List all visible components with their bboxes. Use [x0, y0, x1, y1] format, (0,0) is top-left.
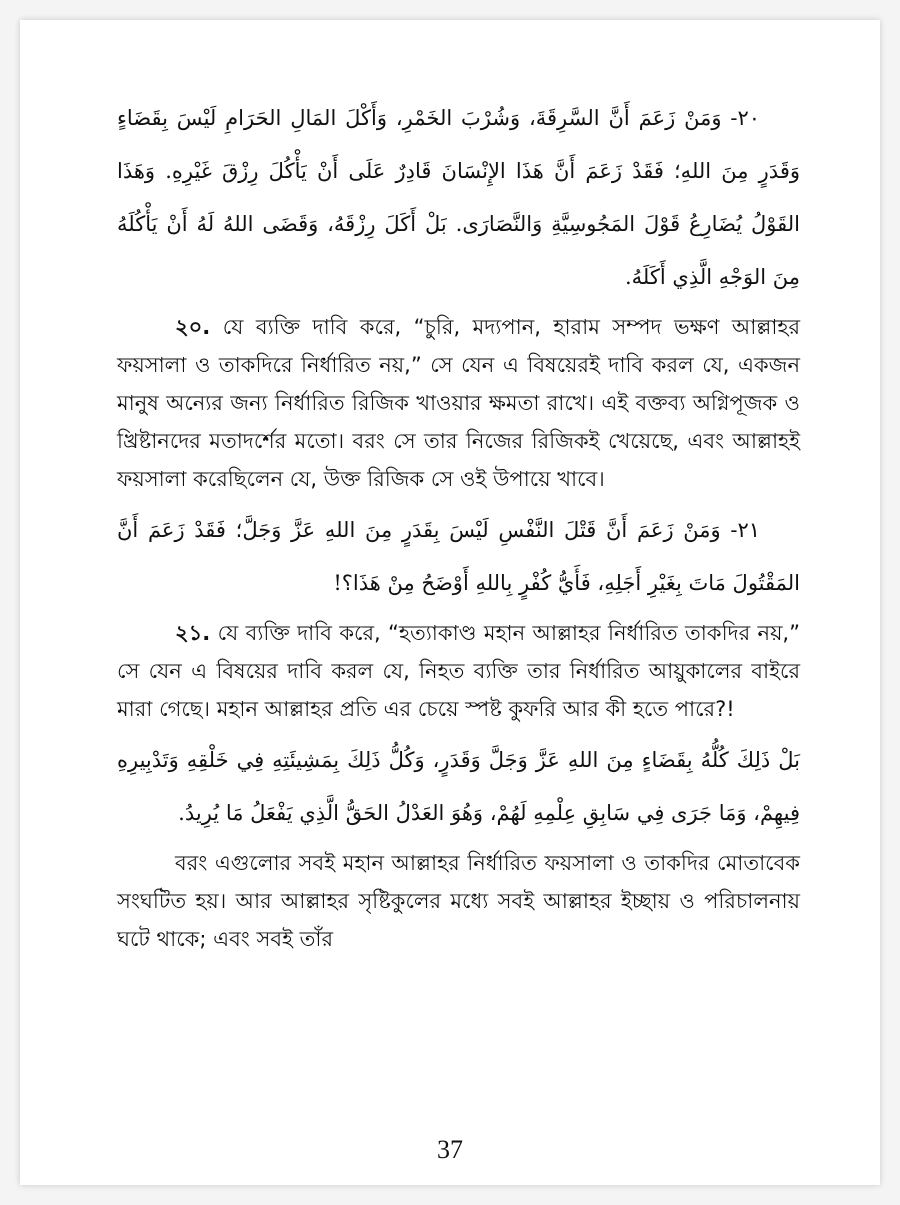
paragraph-text: যে ব্যক্তি দাবি করে, “হত্যাকাণ্ড মহান আল্লাহর নির্ধারিত তাকদির নয়,” সে যেন এ বিষয়ের দাবি করল যে, নিহত ব্যক্তি তার নির্ধারিত আয়ুকালের বাইরে মারা গেছে। মহান আল্লাহর প্রতি এর চেয়ে স্পষ্ট কুফরি আর কী হতে পারে?! [117, 621, 800, 721]
paragraph-number: ২০. [175, 315, 211, 339]
arabic-paragraph-21: ٢١- وَمَنْ زَعَمَ أَنَّ قَتْلَ النَّفْسِ لَيْسَ بِقَدَرٍ مِنَ اللهِ عَزَّ وَجَلَّ؛ فَقَدْ زَعَمَ أَنَّ المَقْتُولَ مَاتَ بِغَيْرِ أَجَلِهِ، فَأَيُّ كُفْرٍ بِاللهِ أَوْضَحُ مِنْ هَذَا؟! [117, 518, 800, 595]
document-page [20, 20, 880, 1185]
paragraph-text: যে ব্যক্তি দাবি করে, “চুরি, মদ্যপান, হারাম সম্পদ ভক্ষণ আল্লাহর ফয়সালা ও তাকদিরে নির্ধারিত নয়,” সে যেন এ বিষয়েরই দাবি করল যে, একজন মানুষ অন্যের জন্য নির্ধারিত রিজিক খাওয়ার ক্ষমতা রাখে। এই বক্তব্য অগ্নিপূজক ও খ্রিষ্টানদের মতাদর্শের মতো। বরং সে তার নিজের রিজিকই খেয়েছে, এবং আল্লাহই ফয়সালা করেছিলেন যে, উক্ত রিজিক সে ওই উপায়ে খাবে। [117, 315, 800, 491]
bengali-paragraph-21 [117, 614, 800, 728]
bengali-paragraph-20 [117, 308, 800, 498]
arabic-paragraph-20: ٢٠- وَمَنْ زَعَمَ أَنَّ السَّرِقَةَ، وَشُرْبَ الخَمْرِ، وَأَكْلَ المَالِ الحَرَامِ لَيْسَ بِقَضَاءٍ وَقَدَرٍ مِنَ اللهِ؛ فَقَدْ زَعَمَ أَنَّ هَذَا الإِنْسَانَ قَادِرٌ عَلَى أَنْ يَأْكُلَ رِزْقَ غَيْرِهِ. وَهَذَا القَوْلُ يُضَارِعُ قَوْلَ المَجُوسِيَّةِ وَالنَّصَارَى. بَلْ أَكَلَ رِزْقَهُ، وَقَضَى اللهُ لَهُ أَنْ يَأْكُلَهُ مِنَ الوَجْهِ الَّذِي أَكَلَهُ. [117, 106, 800, 289]
paragraph-text: বরং এগুলোর সবই মহান আল্লাহর নির্ধারিত ফয়সালা ও তাকদির মোতাবেক সংঘটিত হয়। আর আল্লাহর সৃষ্টিকুলের মধ্যে সবই আল্লাহর ইচ্ছায় ও পরিচালনায় ঘটে থাকে; এবং সবই তাঁর [117, 851, 800, 951]
paragraph-number: ২১. [175, 621, 211, 645]
arabic-paragraph-continuation: بَلْ ذَلِكَ كُلُّهُ بِقَضَاءٍ مِنَ اللهِ عَزَّ وَجَلَّ وَقَدَرٍ، وَكُلُّ ذَلِكَ بِمَشِيئَتِهِ فِي خَلْقِهِ وَتَدْبِيرِهِ فِيهِمْ، وَمَا جَرَى فِي سَابِقِ عِلْمِهِ لَهُمْ، وَهُوَ العَدْلُ الحَقُّ الَّذِي يَفْعَلُ مَا يُرِيدُ. [117, 748, 800, 825]
page-number: 37 [437, 1135, 463, 1164]
bengali-paragraph-continuation [117, 844, 800, 958]
page-body [117, 92, 800, 964]
